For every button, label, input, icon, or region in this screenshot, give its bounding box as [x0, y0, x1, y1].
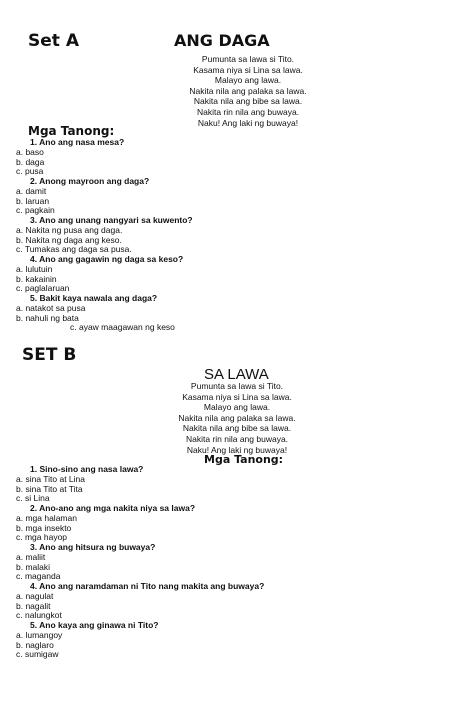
poem-line: Pumunta sa lawa si Tito.	[201, 54, 295, 64]
set-b-poem	[142, 381, 332, 455]
set-a-story-title: ANG DAGA	[174, 31, 270, 50]
set-b-question-list	[14, 465, 264, 660]
answer-option: a. nagulat	[16, 590, 54, 601]
set-b-label: SET B	[22, 345, 77, 365]
question: 1. Ano ang nasa mesa?	[30, 137, 125, 147]
poem-line: Nakita nila ang bibe sa lawa.	[182, 423, 292, 434]
answer-option: b. sina Tito at Tita	[16, 483, 83, 494]
poem-line: Nakita rin nila ang buwaya.	[196, 106, 300, 117]
answer-option: a. lumangoy	[16, 629, 63, 640]
answer-option: a. mga halaman	[16, 512, 77, 523]
set-b-questions-heading: Mga Tanong:	[204, 453, 284, 466]
answer-option: b. daga	[16, 156, 45, 167]
poem-line: Kasama niya si Lina sa lawa.	[182, 391, 292, 402]
answer-option: a. lulutuin	[16, 263, 53, 274]
answer-option: c. mga hayop	[16, 532, 68, 543]
set-b-story-title: SA LAWA	[204, 366, 269, 383]
question: 4. Ano ang gagawin ng daga sa keso?	[30, 254, 184, 264]
poem-line: Nakita nila ang palaka sa lawa.	[178, 412, 296, 423]
answer-option: c. pagkain	[16, 205, 55, 216]
question: 2. Anong mayroon ang daga?	[30, 176, 150, 186]
poem-line: Malayo ang lawa.	[203, 402, 271, 413]
poem-line: Nakita nila ang palaka sa lawa.	[189, 85, 307, 96]
answer-option: b. malaki	[16, 561, 51, 572]
question: 5. Bakit kaya nawala ang daga?	[30, 293, 158, 303]
answer-option: c. sumigaw	[16, 649, 59, 660]
answer-option: c. pusa	[16, 166, 44, 177]
answer-option: a. damit	[16, 185, 47, 196]
set-a-poem	[153, 54, 343, 128]
set-a-label: Set A	[28, 31, 79, 51]
answer-option: b. nagalit	[16, 600, 51, 611]
poem-line: Kasama niya si Lina sa lawa.	[193, 64, 303, 75]
answer-option: a. natakot sa pusa	[16, 302, 86, 313]
answer-option: c. nalungkot	[16, 610, 62, 621]
poem-line: Pumunta sa lawa si Tito.	[190, 381, 284, 391]
answer-option: a. Nakita ng pusa ang daga.	[16, 224, 123, 235]
question: 2. Ano-ano ang mga nakita niya sa lawa?	[30, 503, 196, 513]
question: 3. Ano ang unang nangyari sa kuwento?	[30, 215, 193, 225]
answer-option: a. baso	[16, 146, 44, 157]
answer-option: a. sina Tito at Lina	[16, 473, 85, 484]
answer-option: b. laruan	[16, 195, 50, 206]
question: 4. Ano ang naramdaman ni Tito nang makita ang buwaya?	[30, 581, 265, 591]
poem-line: Nakita rin nila ang buwaya.	[185, 433, 289, 444]
answer-option: b. Nakita ng daga ang keso.	[16, 234, 122, 245]
answer-option: c. ayaw maagawan ng keso	[70, 322, 175, 332]
answer-option: b. mga insekto	[16, 522, 72, 533]
poem-line: Naku! Ang laki ng buwaya!	[197, 117, 299, 128]
answer-option: a. maliit	[16, 551, 46, 562]
question: 1. Sino-sino ang nasa lawa?	[30, 464, 144, 474]
answer-option: c. maganda	[16, 571, 61, 582]
poem-line: Naku! Ang laki ng buwaya!	[186, 444, 288, 455]
answer-option: b. kakainin	[16, 273, 57, 284]
set-a-question-list	[14, 138, 193, 323]
set-a-questions-heading: Mga Tanong:	[28, 124, 115, 138]
poem-line: Nakita nila ang bibe sa lawa.	[193, 96, 303, 107]
poem-line: Malayo ang lawa.	[214, 75, 282, 86]
answer-option: c. paglalaruan	[16, 283, 70, 294]
answer-option: c. si Lina	[16, 493, 50, 504]
question: 3. Ano ang hitsura ng buwaya?	[30, 542, 156, 552]
answer-option: b. naglaro	[16, 639, 54, 650]
question: 5. Ano kaya ang ginawa ni Tito?	[30, 620, 159, 630]
answer-option: c. Tumakas ang daga sa pusa.	[16, 244, 132, 255]
answer-option: b. nahuli ng bata	[16, 312, 79, 323]
